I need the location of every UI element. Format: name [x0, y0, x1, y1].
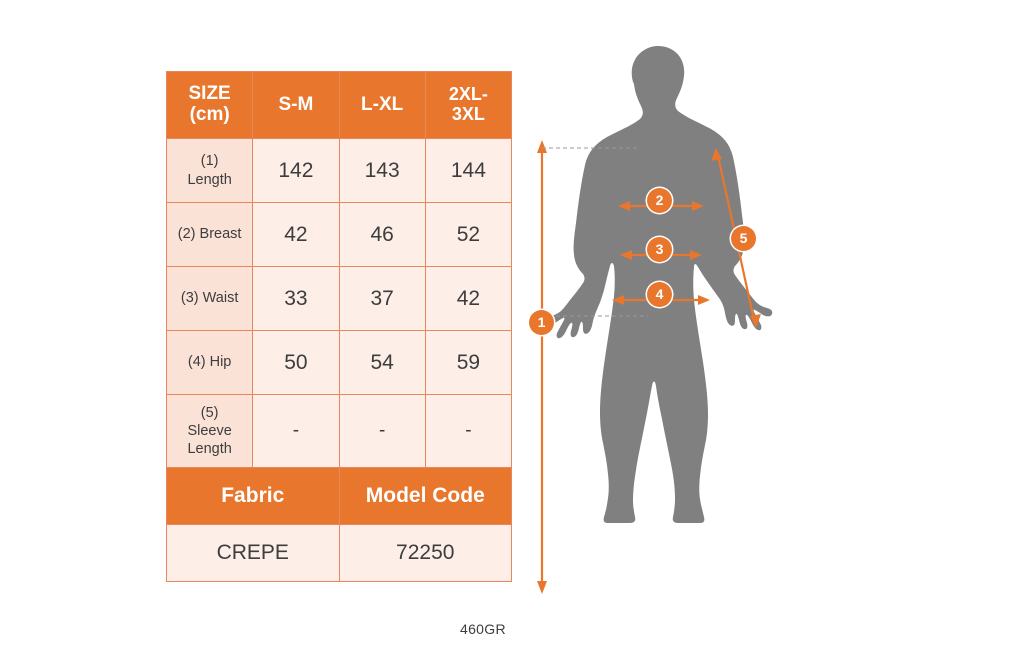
row-label-sleeve-line2: Sleeve [187, 422, 232, 439]
header-s-m: S-M [253, 72, 339, 139]
header-size [167, 72, 253, 139]
band-fabric-label: Fabric [167, 468, 340, 525]
table-header-row [167, 72, 512, 139]
badge-hip: 4 [647, 282, 672, 307]
cell-waist-s-m: 33 [253, 267, 339, 331]
cell-sleeve-l-xl: - [339, 395, 425, 468]
table-row [167, 203, 512, 267]
badge-sleeve-length: 5 [731, 226, 756, 251]
header-l-xl: L-XL [339, 72, 425, 139]
row-label-length-line1: (1) [200, 153, 219, 170]
header-2xl-3xl [425, 72, 511, 139]
table-row [167, 139, 512, 203]
cell-hip-2xl-3xl: 59 [425, 331, 511, 395]
length-arrow [537, 140, 547, 594]
band-model-code-label: Model Code [339, 468, 512, 525]
cell-breast-s-m: 42 [253, 203, 339, 267]
table-row [167, 395, 512, 468]
header-2xl-line1: 2XL- [448, 84, 488, 105]
row-label-breast: (2) Breast [167, 203, 253, 267]
row-label-sleeve-line1: (5) [200, 404, 219, 421]
cell-hip-s-m: 50 [253, 331, 339, 395]
cell-waist-l-xl: 37 [339, 267, 425, 331]
cell-length-s-m: 142 [253, 139, 339, 203]
row-label-length-line2: Length [187, 171, 232, 188]
row-label-sleeve-line3: Length [187, 441, 232, 458]
figure-svg [528, 20, 828, 640]
header-2xl-line2: 3XL [451, 104, 485, 124]
table-band-value-row [167, 525, 512, 582]
cell-breast-2xl-3xl: 52 [425, 203, 511, 267]
cell-breast-l-xl: 46 [339, 203, 425, 267]
table-band-row [167, 468, 512, 525]
header-size-line2: (cm) [189, 104, 230, 125]
cell-waist-2xl-3xl: 42 [425, 267, 511, 331]
footer-code: 460GR [460, 621, 506, 637]
row-label-length [167, 139, 253, 203]
measurement-figure [528, 20, 828, 640]
cell-length-2xl-3xl: 144 [425, 139, 511, 203]
badge-length: 1 [529, 310, 554, 335]
badge-breast: 2 [647, 188, 672, 213]
row-label-sleeve-length [167, 395, 253, 468]
table-row [167, 331, 512, 395]
size-chart [166, 71, 512, 582]
size-table [166, 71, 512, 582]
cell-length-l-xl: 143 [339, 139, 425, 203]
band-fabric-value: CREPE [167, 525, 340, 582]
cell-sleeve-2xl-3xl: - [425, 395, 511, 468]
header-size-line1: SIZE [188, 83, 231, 105]
table-row [167, 267, 512, 331]
cell-hip-l-xl: 54 [339, 331, 425, 395]
row-label-waist: (3) Waist [167, 267, 253, 331]
row-label-hip: (4) Hip [167, 331, 253, 395]
band-model-code-value: 72250 [339, 525, 512, 582]
badge-waist: 3 [647, 237, 672, 262]
cell-sleeve-s-m: - [253, 395, 339, 468]
